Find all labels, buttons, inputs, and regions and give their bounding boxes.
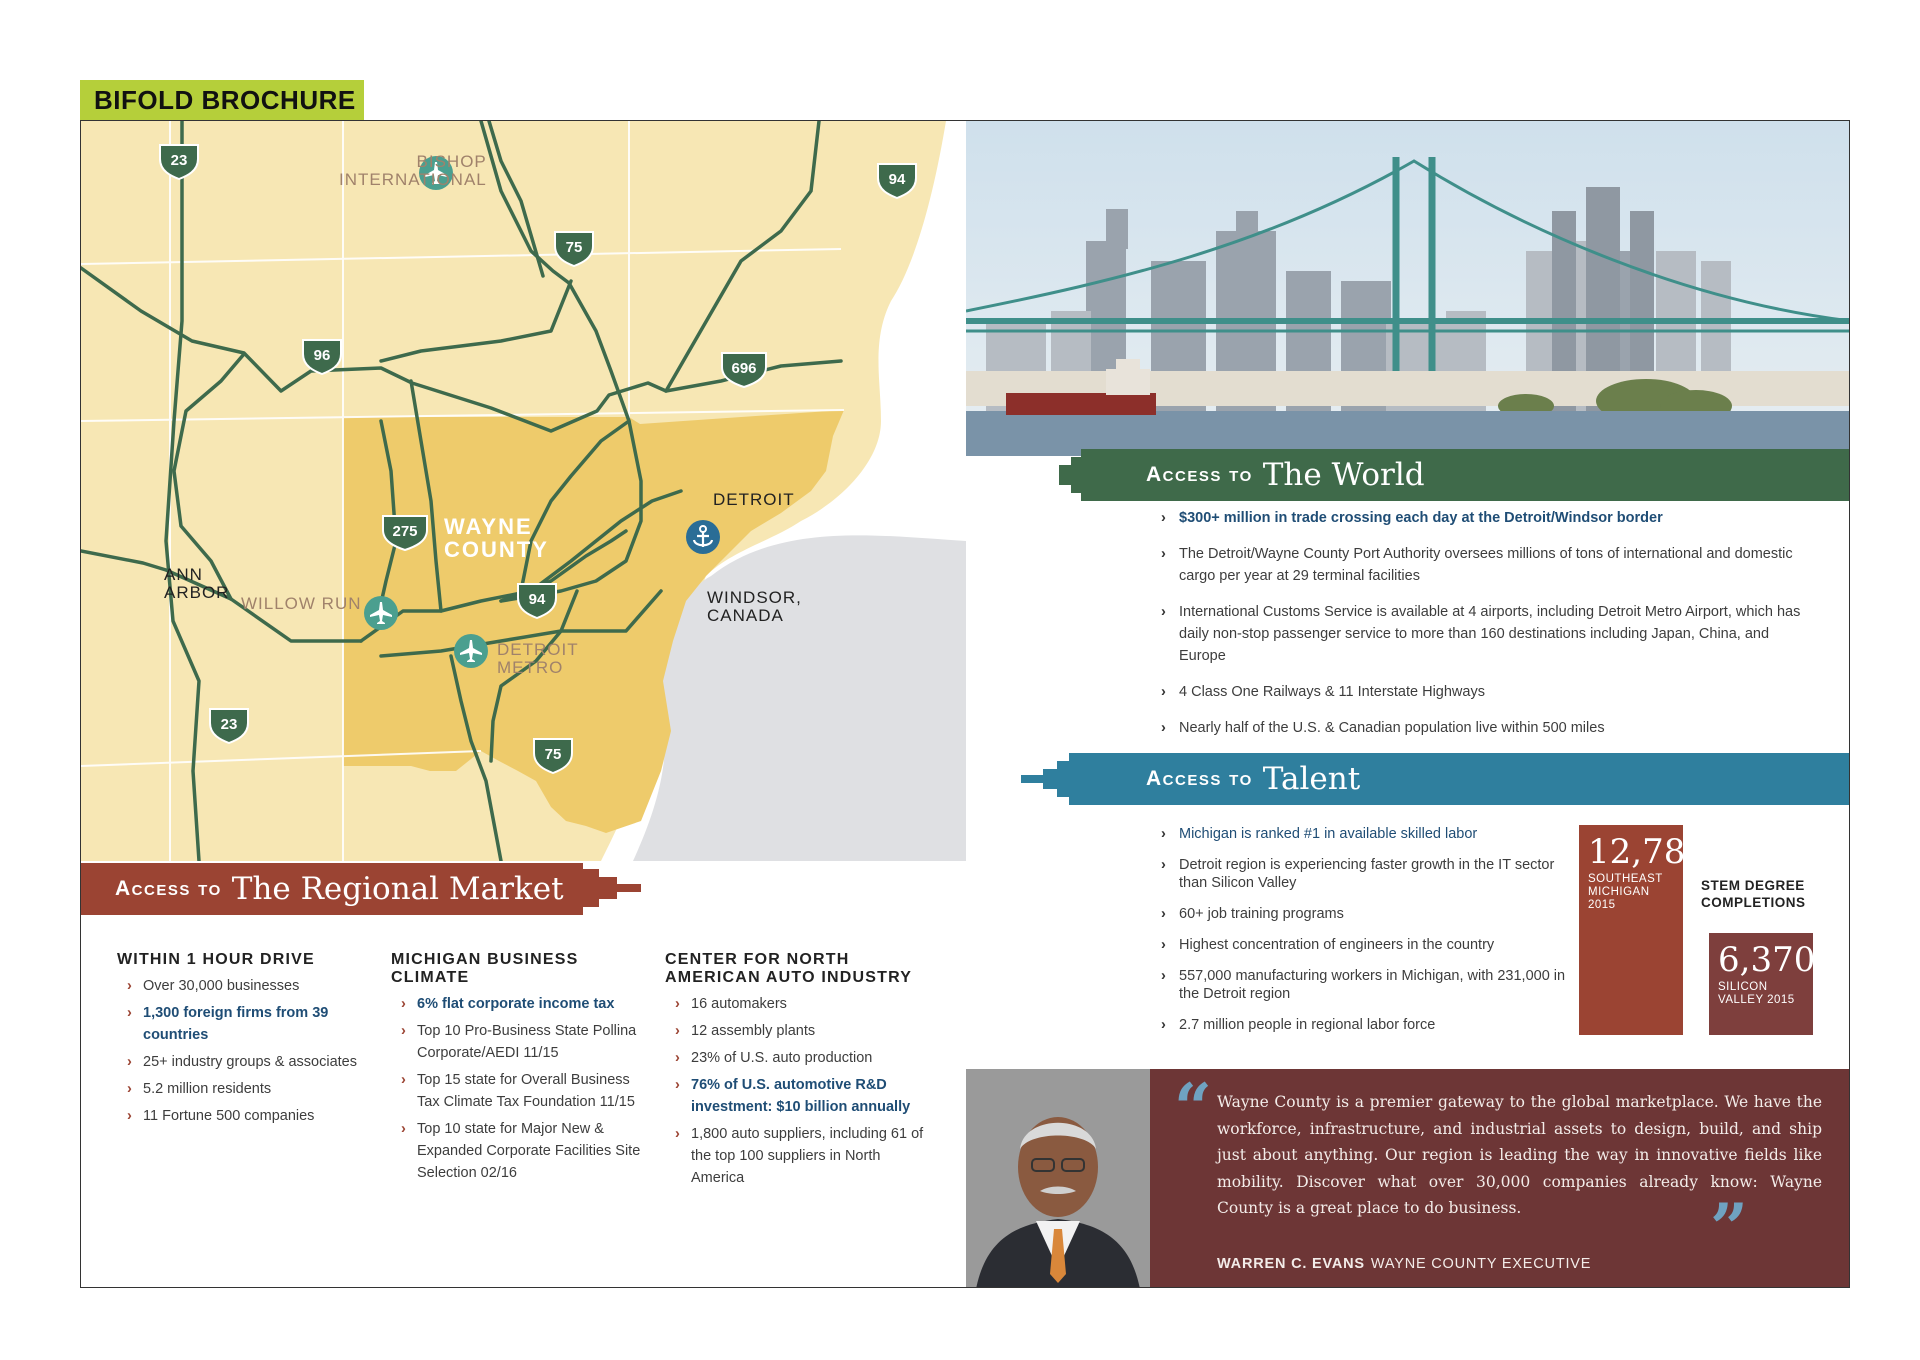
list-item: › Nearly half of the U.S. & Canadian population live within 500 miles [1159, 717, 1819, 739]
label-line: METRO [497, 658, 564, 677]
label-bishop [339, 153, 487, 189]
caption-line: VALLEY 2015 [1718, 994, 1795, 1006]
stem-label: STEM DEGREE COMPLETIONS [1701, 878, 1806, 910]
list-item: › Michigan is ranked #1 in available skilled labor [1159, 825, 1569, 843]
column-title [665, 951, 925, 987]
banner-prefix: Access to [1146, 767, 1253, 790]
shield-number: 96 [313, 347, 331, 364]
list-item: › 25+ industry groups & associates [117, 1051, 367, 1073]
label-line: INTERNATIONAL [339, 170, 487, 189]
list-item: › 2.7 million people in regional labor force [1159, 1016, 1569, 1034]
title-line: CENTER FOR NORTH [665, 951, 850, 968]
title-line: AMERICAN AUTO INDUSTRY [665, 969, 913, 986]
shield-number: 94 [888, 171, 906, 188]
banner-regional-market [81, 863, 569, 915]
label-line: WINDSOR, [707, 588, 802, 607]
list-item: › 60+ job training programs [1159, 905, 1569, 923]
label-line: DETROIT [497, 640, 579, 659]
shield-number: 23 [220, 716, 238, 733]
brochure-spread [80, 120, 1850, 1288]
list-item: › 5.2 million residents [117, 1078, 367, 1100]
list-item: › 12 assembly plants [665, 1020, 925, 1042]
banner-title: The World [1262, 457, 1425, 493]
skyline-decoration [1059, 449, 1091, 501]
stat-southeast-michigan [1579, 825, 1707, 1035]
list-item: › $300+ million in trade crossing each day at the Detroit/Windsor border [1159, 507, 1819, 529]
column-title [391, 951, 641, 987]
skyline-decoration [569, 863, 641, 915]
list-item: › 1,300 foreign firms from 39 countries [117, 1002, 367, 1046]
label-windsor [707, 589, 802, 625]
list-item: › Highest concentration of engineers in the country [1159, 936, 1569, 954]
list-item: › 76% of U.S. automotive R&D investment: $10 billion annually [665, 1074, 925, 1118]
column-list [117, 975, 367, 1127]
label-willow-run: WILLOW RUN [241, 594, 362, 613]
stat-value: 12,786 [1588, 832, 1707, 872]
list-item: › Top 15 state for Overall Business Tax Climate Tax Foundation 11/15 [391, 1069, 641, 1113]
talent-list [1159, 825, 1569, 1047]
list-item: › Over 30,000 businesses [117, 975, 367, 997]
quote-attribution [1217, 1256, 1591, 1272]
stat-caption [1718, 981, 1804, 1007]
shield-number: 75 [565, 239, 583, 256]
detroit-skyline-photo [966, 121, 1850, 456]
quote-text: Wayne County is a premier gateway to the global marketplace. We have the workforce, infrastructure, and industrial assets to design, build, and ship just about anything. Our region is leading the way in innovative fields like mobility. Discover what over 30,000 companies already know: Wayne County is a great place to do business. [1217, 1093, 1822, 1217]
list-item: › 4 Class One Railways & 11 Interstate Highways [1159, 681, 1819, 703]
column-list [665, 993, 925, 1189]
label-line: ANN [164, 565, 203, 584]
shield-number: 94 [528, 591, 546, 608]
list-item: › 11 Fortune 500 companies [117, 1105, 367, 1127]
map-graphic [81, 121, 966, 861]
list-item: › Detroit region is experiencing faster growth in the IT sector than Silicon Valley [1159, 856, 1569, 892]
list-item: › 1,800 auto suppliers, including 61 of the top 100 suppliers in North America [665, 1123, 925, 1189]
skyline-decoration [1021, 753, 1091, 805]
caption-line: MICHIGAN 2015 [1588, 886, 1650, 911]
banner-world [1091, 449, 1850, 501]
list-item: › Top 10 Pro-Business State Pollina Corporate/AEDI 11/15 [391, 1020, 641, 1064]
column-business-climate [391, 951, 641, 1189]
column-list [391, 993, 641, 1184]
stat-caption [1588, 873, 1674, 912]
label-line: COUNTY [444, 537, 549, 562]
label-detroit: DETROIT [713, 490, 795, 509]
stat-value: 6,370 [1718, 940, 1816, 980]
regional-map [81, 121, 966, 861]
airplane-icon [454, 634, 488, 668]
list-item: › The Detroit/Wayne County Port Authority oversees millions of tons of international and domestic cargo per year at 29 terminal facilities [1159, 543, 1819, 587]
label-line: WAYNE [444, 514, 533, 539]
attribution-role: WAYNE COUNTY EXECUTIVE [1370, 1256, 1592, 1272]
label-ann-arbor [164, 566, 229, 602]
banner-talent [1091, 753, 1850, 805]
column-hour-drive [117, 951, 367, 1132]
world-list [1159, 507, 1819, 753]
shield-number: 75 [544, 746, 562, 763]
column-title [117, 951, 367, 969]
caption-line: SOUTHEAST [1588, 873, 1663, 885]
banner-prefix: Access to [1146, 463, 1253, 486]
label-line: ARBOR [164, 583, 230, 602]
banner-title: The Regional Market [231, 871, 564, 907]
airplane-icon [364, 596, 398, 630]
label-wayne-county [444, 515, 549, 561]
title-line: MICHIGAN BUSINESS [391, 951, 579, 968]
label-detroit-metro [497, 641, 579, 677]
label-line: CANADA [707, 606, 784, 625]
list-item: › International Customs Service is available at 4 airports, including Detroit Metro Airport, which has daily non-stop passenger service to more than 160 destinations including Japan, China, and Europe [1159, 601, 1819, 667]
regional-columns [81, 951, 966, 1281]
label-line: BISHOP [416, 152, 487, 171]
list-item: › 23% of U.S. auto production [665, 1047, 925, 1069]
portrait-illustration [966, 1069, 1150, 1288]
list-item: › 6% flat corporate income tax [391, 993, 641, 1015]
list-item: › 557,000 manufacturing workers in Michigan, with 231,000 in the Detroit region [1159, 967, 1569, 1003]
list-item: › 16 automakers [665, 993, 925, 1015]
column-auto-industry [665, 951, 925, 1194]
caption-line: SILICON [1718, 981, 1768, 993]
banner-prefix: Access to [115, 877, 222, 900]
brochure-tag: BIFOLD BROCHURE [80, 80, 364, 120]
close-quote-mark: ” [1710, 1189, 1748, 1267]
attribution-name: WARREN C. EVANS [1217, 1256, 1365, 1272]
executive-quote [966, 1069, 1850, 1288]
skyline-illustration [966, 121, 1850, 456]
open-quote-mark: “ [1174, 1069, 1212, 1147]
executive-portrait [966, 1069, 1150, 1288]
shield-number: 23 [170, 152, 188, 169]
shield-number: 696 [731, 360, 757, 377]
anchor-icon [686, 520, 720, 554]
title-line: CLIMATE [391, 969, 470, 986]
list-item: › Top 10 state for Major New & Expanded Corporate Facilities Site Selection 02/16 [391, 1118, 641, 1184]
stat-silicon-valley [1709, 933, 1816, 1035]
shield-number: 275 [392, 523, 418, 540]
banner-title: Talent [1262, 761, 1361, 797]
title-line: WITHIN 1 HOUR DRIVE [117, 951, 315, 968]
